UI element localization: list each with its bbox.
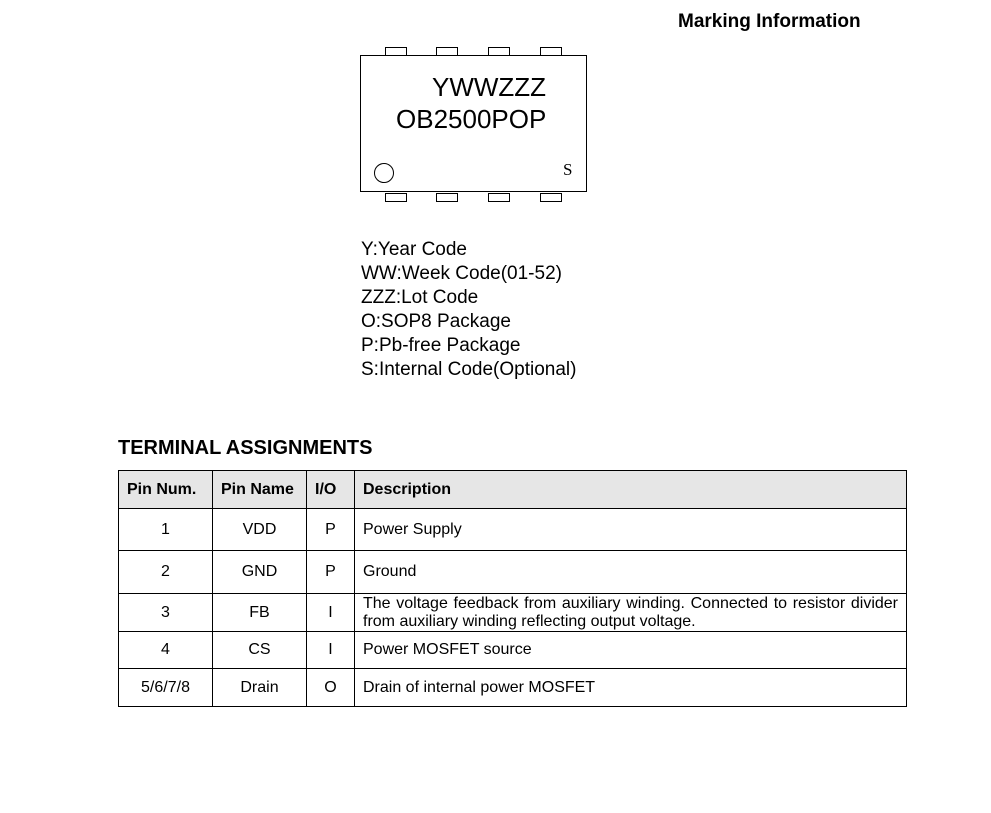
pin-description: Power Supply (355, 509, 907, 551)
bottom-pin (436, 193, 458, 202)
bottom-pin (385, 193, 407, 202)
bottom-pin (488, 193, 510, 202)
pin-description: Drain of internal power MOSFET (355, 669, 907, 707)
pin1-indicator-icon (374, 163, 394, 183)
header-description: Description (355, 471, 907, 509)
pin-io: P (307, 551, 355, 594)
pin-num: 3 (119, 594, 213, 632)
header-pin-name: Pin Name (213, 471, 307, 509)
legend-item: P:Pb-free Package (361, 335, 521, 356)
table-row (119, 509, 907, 551)
marking-line-2: OB2500POP (396, 104, 547, 134)
pin-io: O (307, 669, 355, 707)
legend-item: O:SOP8 Package (361, 311, 511, 332)
header-pin-num: Pin Num. (119, 471, 213, 509)
marking-line-1: YWWZZZ (432, 72, 547, 102)
terminal-assignments-title: TERMINAL ASSIGNMENTS (118, 437, 373, 459)
legend-item: S:Internal Code(Optional) (361, 359, 577, 380)
internal-code-mark: S (563, 160, 573, 179)
table-row (119, 551, 907, 594)
legend-item: Y:Year Code (361, 239, 467, 260)
pin-num: 2 (119, 551, 213, 594)
pin-description: Ground (355, 551, 907, 594)
pin-num: 5/6/7/8 (119, 669, 213, 707)
pin-name: FB (213, 594, 307, 632)
pin-name: Drain (213, 669, 307, 707)
terminal-assignments-table (118, 470, 907, 707)
legend-item: WW:Week Code(01-52) (361, 263, 562, 284)
pin-name: VDD (213, 509, 307, 551)
marking-title: Marking Information (678, 11, 861, 32)
pin-name: GND (213, 551, 307, 594)
pin-io: I (307, 594, 355, 632)
marking-legend (361, 238, 576, 382)
legend-item: ZZZ:Lot Code (361, 287, 479, 308)
pin-io: I (307, 632, 355, 669)
table-row (119, 594, 907, 632)
table-row (119, 632, 907, 669)
pin-num: 1 (119, 509, 213, 551)
header-io: I/O (307, 471, 355, 509)
pin-description: The voltage feedback from auxiliary winding. Connected to resistor divider from auxiliary winding reflecting output voltage. (355, 594, 907, 632)
pin-name: CS (213, 632, 307, 669)
table-header-row (119, 471, 907, 509)
pin-io: P (307, 509, 355, 551)
bottom-pin (540, 193, 562, 202)
table-row (119, 669, 907, 707)
pin-description: Power MOSFET source (355, 632, 907, 669)
pin-num: 4 (119, 632, 213, 669)
